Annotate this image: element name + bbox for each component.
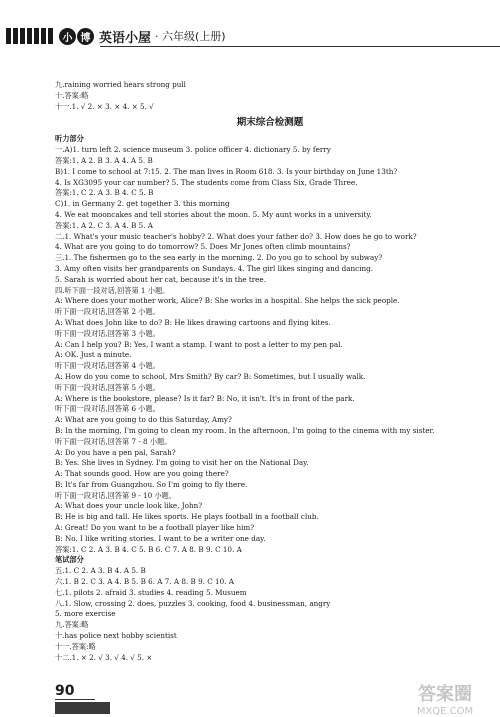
page-header xyxy=(0,26,226,46)
answer-line: A: That sounds good. How are you going there? xyxy=(55,469,229,479)
answer-lines xyxy=(55,134,485,663)
answer-line: 七.1. pilots 2. afraid 3. studies 4. reading 5. Musuem xyxy=(55,587,247,597)
answer-line: 4. What are you going to do tomorrow? 5. Does Mr Jones often climb mountains? xyxy=(55,242,351,252)
answer-line: 八.1. Slow, crossing 2. does, puzzles 3. cooking, food 4. businessman, angry xyxy=(55,598,331,608)
answer-line: B: In the morning, I'm going to clean my room. In the afternoon, I'm going to the cinema with my sister. xyxy=(55,425,435,435)
page-number-rule xyxy=(55,699,95,700)
answer-line: 听下面一段对话,回答第 2 小题。 xyxy=(55,307,160,317)
watermark-sub: MXQE.COM xyxy=(416,706,474,717)
answer-line: A: What are you going to do this Saturday, Amy? xyxy=(55,415,232,425)
answer-line: 答案:1. A 2. B 3. A 4. A 5. B xyxy=(55,155,153,165)
answer-line: B: He is big and tall. He likes sports. He plays football in a football club. xyxy=(55,512,319,522)
logo-char-1: 小 xyxy=(59,28,76,45)
prev-line-3: 十一.1. √ 2. × 3. × 4. × 5. √ xyxy=(55,101,154,111)
answer-line: C)1. in Germany 2. get together 3. this morning xyxy=(55,199,230,209)
answer-line: B: It's far from Guangzhou. So I'm going to fly there. xyxy=(55,479,248,489)
answer-line: 笔试部分 xyxy=(55,555,84,565)
answer-line: 听下面一段对话,回答第 5 小题。 xyxy=(55,382,160,392)
answer-line: 听下面一段对话,回答第 9 - 10 小题。 xyxy=(55,490,177,500)
answer-line: 3. Amy often visits her grandparents on Sundays. 4. The girl likes singing and dancing. xyxy=(55,263,373,273)
answer-key-content xyxy=(55,80,485,663)
answer-line: A: What does your uncle look like, John? xyxy=(55,501,203,511)
answer-line: B: No. I like writing stories. I want to be a writer one day. xyxy=(55,533,266,543)
answer-line: A: Where does your mother work, Alice? B: She works in a hospital. She helps the sick people. xyxy=(55,296,400,306)
answer-line: 听下面一段对话,回答第 6 小题。 xyxy=(55,404,160,414)
answer-line: 十二.1. × 2. √ 3. √ 4. √ 5. × xyxy=(55,652,153,662)
answer-line: A: Where is the bookstore, please? Is it far? B: No, it isn't. It's in front of the park. xyxy=(55,393,355,403)
answer-line: 4. We eat mooncakes and tell stories about the moon. 5. My aunt works in a university. xyxy=(55,209,372,219)
answer-line: 答案:1. C 2. A 3. B 4. C 5. B 6. C 7. A 8. B 9. C 10. A xyxy=(55,544,242,554)
answer-line: 听下面一段对话,回答第 7 - 8 小题。 xyxy=(55,436,172,446)
logo-char-2: 博 xyxy=(77,28,94,45)
book-title: 英语小屋 xyxy=(99,30,152,46)
header-bars-decoration xyxy=(6,28,53,44)
answer-line: B)1. I come to school at 7:15. 2. The man lives in Room 618. 3. Is your birthday on June 13th? xyxy=(55,166,398,176)
answer-line: 十.has police next hobby scientist xyxy=(55,631,177,641)
prev-line-1: 九.raining worried hears strong pull xyxy=(55,80,186,89)
answer-line: 听下面一段对话,回答第 4 小题。 xyxy=(55,361,160,371)
answer-line: 三.1. The fishermen go to the sea early in the morning. 2. Do you go to school by subway? xyxy=(55,253,383,263)
answer-line: A: Do you have a pen pal, Sarah? xyxy=(55,447,176,457)
answer-line: 九.答案:略 xyxy=(55,620,89,630)
answer-line: 4. Is XG3095 your car number? 5. The students come from Class Six, Grade Three. xyxy=(55,177,358,187)
answer-line: 二.1. What's your music teacher's hobby? 2. What does your father do? 3. How does he go to work? xyxy=(55,231,417,241)
watermark-main: 答案圈 xyxy=(418,684,472,705)
answer-line: A: How do you come to school, Mrs Smith? By car? B: Sometimes, but I usually walk. xyxy=(55,371,366,381)
footer-bar xyxy=(55,702,110,714)
answer-line: 答案:1. A 2. C 3. A 4. B 5. A xyxy=(55,220,154,230)
answer-line: A: Great! Do you want to be a football player like him? xyxy=(55,523,255,533)
answer-line: A: Can I help you? B: Yes, I want a stamp. I want to post a letter to my pen pal. xyxy=(55,339,343,349)
book-grade: · 六年级(上册) xyxy=(155,30,226,43)
answer-line: 六.1. B 2. C 3. A 4. B 5. B 6. A 7. A 8. B 9. C 10. A xyxy=(55,577,234,587)
answer-line: B: Yes. She lives in Sydney. I'm going to visit her on the National Day. xyxy=(55,458,309,468)
section-title: 期末综合检测题 xyxy=(236,117,304,129)
answer-line: 四.听下面一段对话,回答第 1 小题。 xyxy=(55,285,170,295)
answer-line: 5. Sarah is worried about her cat, because it's in the tree. xyxy=(55,274,266,284)
answer-line: 听力部分 xyxy=(55,134,84,144)
prev-line-2: 十.答案:略 xyxy=(55,90,89,100)
answer-line: 听下面一段对话,回答第 3 小题。 xyxy=(55,328,160,338)
watermark xyxy=(395,680,495,717)
book-logo xyxy=(59,28,95,45)
answer-line: 十一.答案:略 xyxy=(55,641,96,651)
answer-line: A: What does John like to do? B: He likes drawing cartoons and flying kites. xyxy=(55,317,331,327)
answer-line: 一.A)1. turn left 2. science museum 3. police officer 4. dictionary 5. by ferry xyxy=(55,145,331,155)
answer-line: A: OK. Just a minute. xyxy=(55,350,132,360)
header-rule xyxy=(100,46,500,47)
answer-line: 答案:1. C 2. A 3. B 4. C 5. B xyxy=(55,188,154,198)
page-number: 90 xyxy=(55,683,75,699)
answer-line: 5. more exercise xyxy=(55,609,116,619)
answer-line: 五.1. C 2. A 3. B 4. A 5. B xyxy=(55,566,146,576)
